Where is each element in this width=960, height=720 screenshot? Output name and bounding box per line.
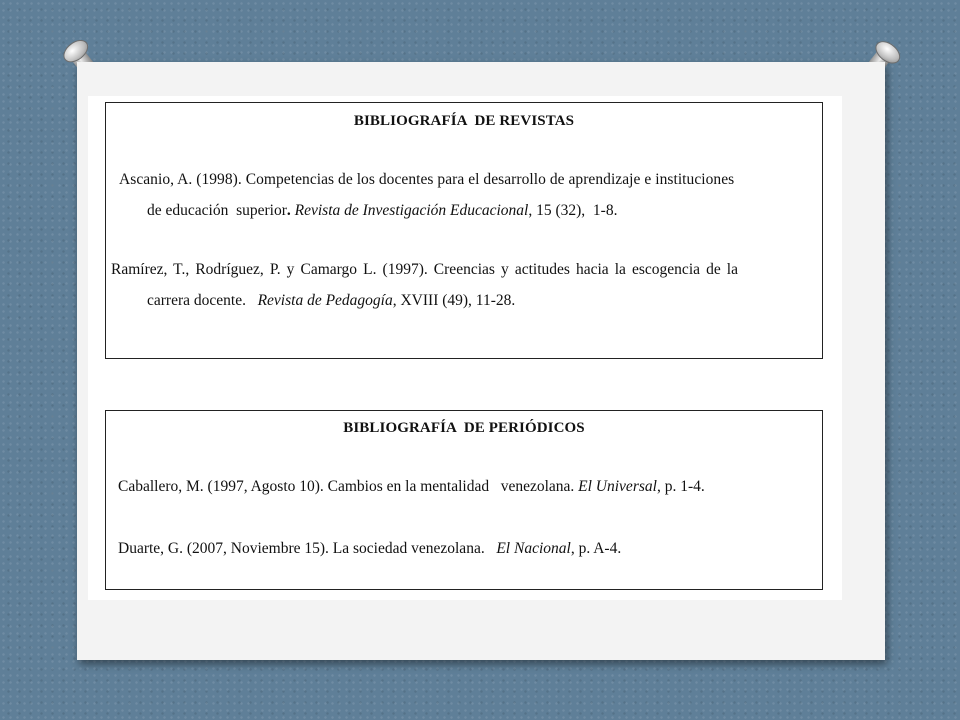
newspaper-entry-1: Caballero, M. (1997, Agosto 10). Cambios en la mentalidad venezolana. El Universal, p. 1-4.	[118, 478, 705, 495]
newspaper-entry-2: Duarte, G. (2007, Noviembre 15). La sociedad venezolana. El Nacional, p. A-4.	[118, 540, 622, 557]
journal-entry-2-line-2: carrera docente. Revista de Pedagogía, XVIII (49), 11-28.	[147, 292, 516, 309]
newspapers-heading: BIBLIOGRAFÍA DE PERIÓDICOS	[343, 420, 585, 436]
journal-entry-1-line-2: de educación superior. Revista de Investigación Educacional, 15 (32), 1-8.	[147, 202, 618, 219]
newspaper-entry-1-title: El Universal	[578, 478, 657, 495]
journals-heading: BIBLIOGRAFÍA DE REVISTAS	[353, 113, 575, 129]
journal-entry-2-line-1: Ramírez, T., Rodríguez, P. y Camargo L. (1997). Creencias y actitudes hacia la escogencia de la	[111, 261, 738, 278]
newspaper-entry-2-title: El Nacional	[496, 540, 571, 557]
journal-entry-1-line-1: Ascanio, A. (1998). Competencias de los docentes para el desarrollo de aprendizaje e instituciones	[119, 171, 735, 188]
newspapers-bibliography-box	[105, 410, 823, 590]
journals-bibliography-box	[105, 102, 823, 359]
journal-entry-2-journal-title: Revista de Pedagogía	[257, 292, 393, 309]
journal-entry-1-journal-title: Revista de Investigación Educacional	[294, 202, 529, 219]
